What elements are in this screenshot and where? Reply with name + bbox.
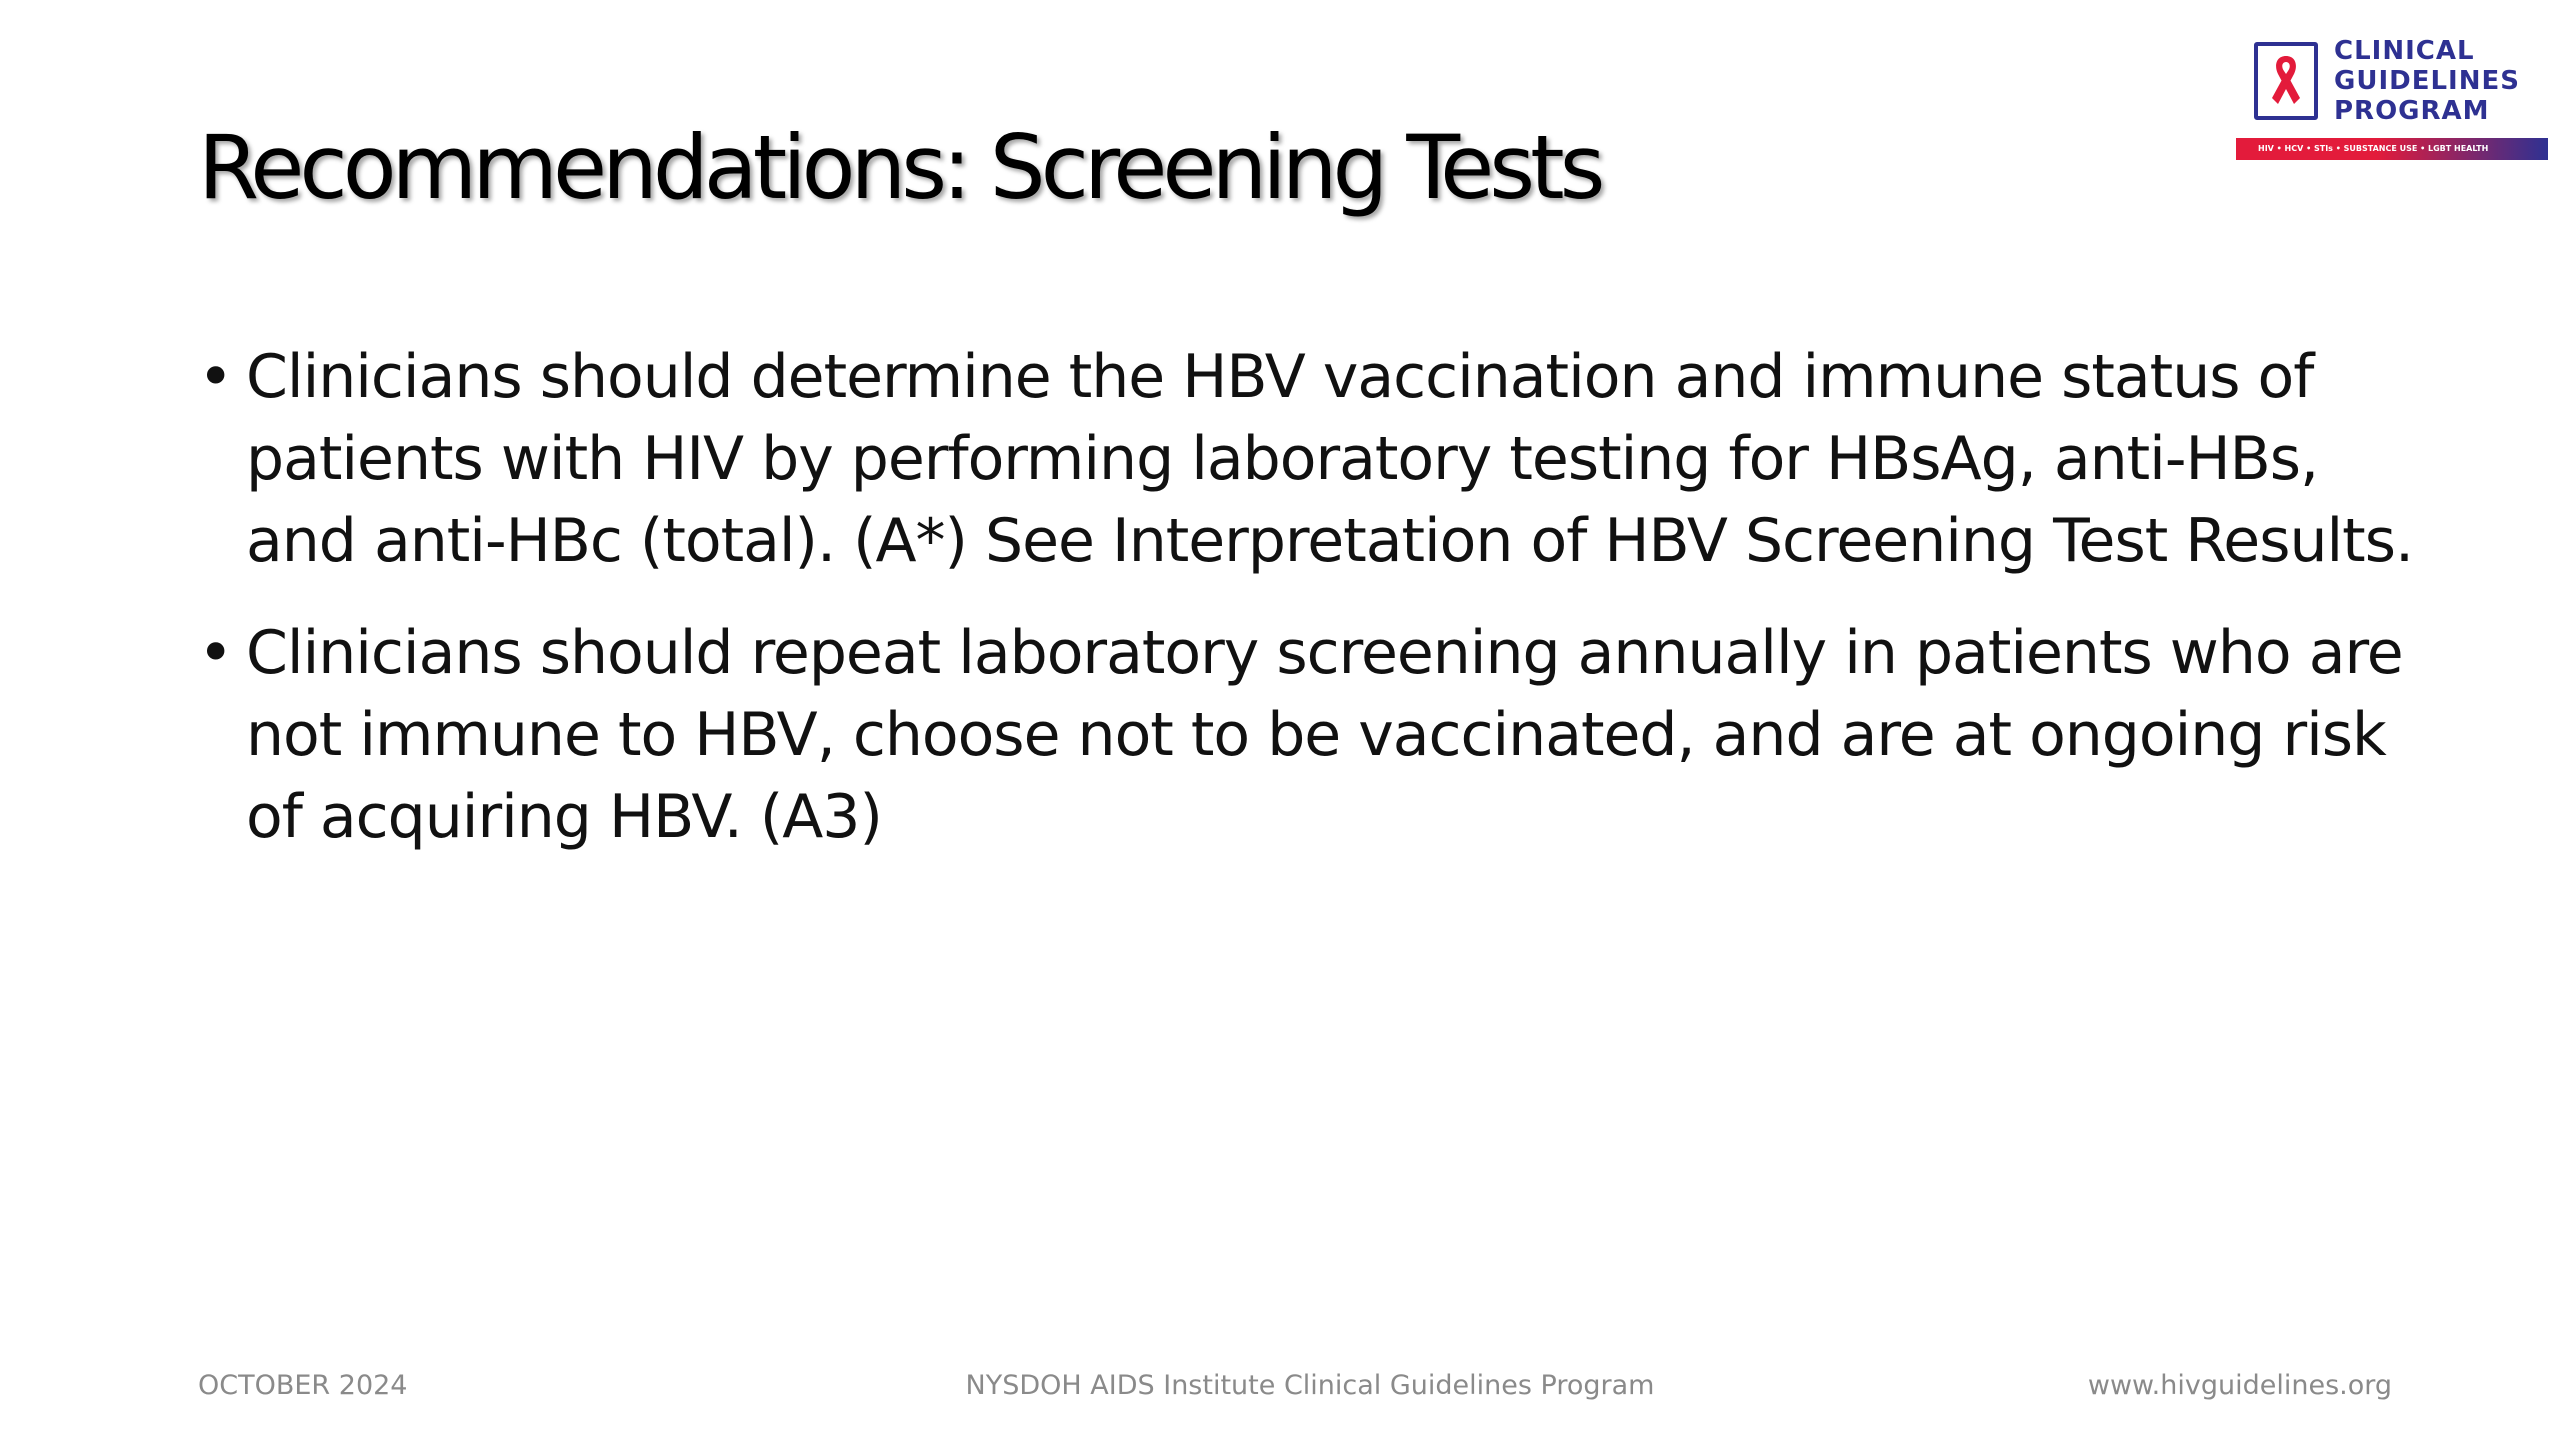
bullet-marker: • <box>198 618 233 688</box>
bullet-marker: • <box>198 342 233 412</box>
bullet-text: Clinicians should determine the HBV vaccination and immune status of patients with HIV by performing laboratory testing for HBsAg, anti-HBs, and anti-HBc (total). (A*) See Interpretation of HBV Screening Test Results. <box>246 342 2414 576</box>
red-ribbon-icon <box>2266 52 2306 110</box>
footer-program: NYSDOH AIDS Institute Clinical Guidelines Program <box>965 1370 1655 1401</box>
slide-title: Recommendations: Screening Tests <box>198 116 1601 219</box>
bullet-item <box>198 612 2428 858</box>
bullet-item <box>198 336 2428 582</box>
logo-line-3: PROGRAM <box>2334 96 2490 126</box>
bullet-text: Clinicians should repeat laboratory screening annually in patients who are not immune to HBV, choose not to be vaccinated, and are at ongoing risk of acquiring HBV. (A3) <box>246 618 2403 852</box>
bullet-list <box>198 336 2428 888</box>
ribbon-badge <box>2254 42 2318 120</box>
logo-line-1: CLINICAL <box>2334 36 2475 66</box>
logo-tagline: HIV • HCV • STIs • SUBSTANCE USE • LGBT HEALTH <box>2236 138 2548 160</box>
clinical-guidelines-program-logo <box>2236 34 2548 162</box>
logo-wordmark <box>2334 36 2520 126</box>
footer-url[interactable]: www.hivguidelines.org <box>2087 1370 2392 1401</box>
footer-date: OCTOBER 2024 <box>198 1370 408 1401</box>
logo-line-2: GUIDELINES <box>2334 66 2520 96</box>
